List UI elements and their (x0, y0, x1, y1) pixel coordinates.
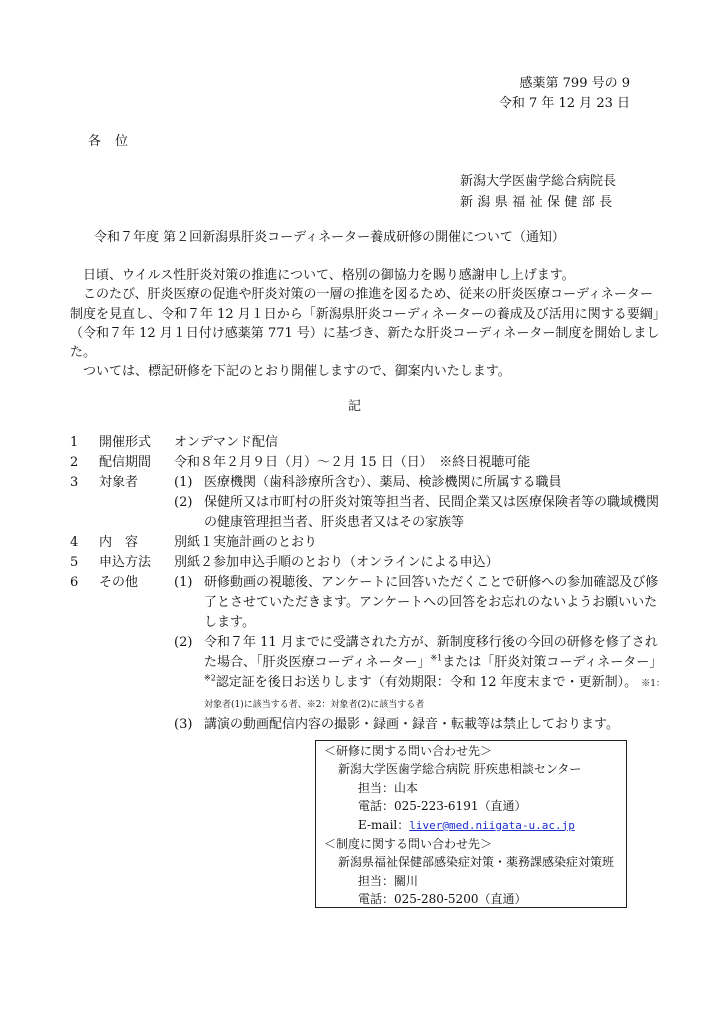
sub-item-text: 講演の動画配信内容の撮影・録画・録音・転載等は禁止しております。 (204, 717, 619, 732)
sub-item (174, 573, 670, 633)
email-link[interactable]: liver@med.niigata-u.ac.jp (409, 818, 575, 832)
item-content: 別紙２参加申込手順のとおり（オンラインによる申込） (174, 555, 499, 570)
item-number: 2 (70, 455, 79, 470)
item-list (70, 433, 670, 735)
item-content (174, 573, 670, 735)
item-period (70, 453, 670, 473)
sender-prefecture: 新潟県福祉保健部長 (460, 195, 617, 210)
training-contact-org: 新潟大学医歯学総合病院 肝疾患相談センター (338, 762, 582, 777)
sub-item (174, 633, 670, 715)
item-content: 別紙１実施計画のとおり (174, 535, 318, 550)
footnote-text: ※1：対象者(1)に該当する者、※2：対象者(2)に該当する者 (204, 679, 665, 710)
item-label: 内容 (99, 535, 152, 550)
item-content: オンデマンド配信 (174, 435, 279, 450)
ki-heading: 記 (348, 399, 362, 414)
training-contact-phone: 電話：025-223-6191（直通） (358, 799, 527, 814)
sub-item-text: 保健所又は市町村の肝炎対策等担当者、民間企業又は医療保険者等の職域機関の健康管理担当者、肝炎患者又はその家族等 (204, 495, 660, 530)
sub-item-number: (1) (174, 475, 193, 490)
item-number: 5 (70, 555, 79, 570)
sub-item-number: (1) (174, 575, 193, 590)
sub-item (174, 473, 670, 493)
item-format (70, 433, 670, 453)
item-content: 令和８年２月９日（月）～２月 15 日（日） ※終日視聴可能 (174, 455, 531, 470)
system-contact-person: 担当：關川 (358, 873, 419, 888)
sub-item-text: 令和７年 11 月までに受講された方が、新制度移行後の今回の研修を修了された場合、「肝炎医療コーディネーター」 (204, 635, 658, 670)
body-paragraph-1: 日頃、ウイルス性肝炎対策の推進について、格別の御協力を賜り感謝申し上げます。 (83, 268, 575, 283)
item-contents (70, 533, 670, 553)
item-label: 配信期間 (99, 455, 152, 470)
training-contact-person: 担当：山本 (358, 780, 419, 795)
sub-item-text: または「肝炎対策コーディネーター」 (442, 655, 663, 670)
email-label: E-mail： (358, 817, 410, 832)
body-paragraph-2: このたび、肝炎医療の促進や肝炎対策の一層の推進を図るため、従来の肝炎医療コーディネーター制度を見直し、令和７年 12 月１日から「新潟県肝炎コーディネーターの養成及び活用に関する要綱」（令和７年 12 月１日付け感薬第 771 号）に基づき、新たな肝炎コーディネーター制度を開始しました。 (70, 287, 660, 361)
sub-item-number: (3) (174, 717, 193, 732)
item-application (70, 553, 670, 573)
item-content (174, 473, 670, 533)
contact-box (315, 740, 627, 908)
footnote-mark: ※1 (430, 653, 443, 663)
system-contact-org: 新潟県福祉保健部感染症対策・薬務課感染症対策班 (338, 855, 615, 870)
addressee: 各位 (88, 134, 143, 149)
sub-item-number: (2) (174, 635, 193, 650)
item-number: 3 (70, 475, 79, 490)
sub-item (174, 493, 670, 533)
item-label: 申込方法 (99, 555, 152, 570)
item-label: 対象者 (99, 475, 139, 490)
body-text (70, 266, 660, 382)
sub-item-text: 医療機関（歯科診療所含む）、薬局、検診機関に所属する職員 (204, 475, 562, 490)
item-number: 6 (70, 575, 79, 590)
item-label: 開催形式 (99, 435, 152, 450)
document-number: 感薬第 799 号の 9 (519, 76, 630, 91)
sub-item-number: (2) (174, 495, 193, 510)
training-contact-email (324, 816, 626, 835)
item-other (70, 573, 670, 735)
sub-item (174, 715, 670, 735)
item-target (70, 473, 670, 533)
item-number: 4 (70, 535, 79, 550)
system-contact-heading: ＜制度に関する問い合わせ先＞ (324, 837, 493, 852)
sender-block (460, 172, 660, 214)
document-subject: 令和７年度 第２回新潟県肝炎コーディネーター養成研修の開催について（通知） (94, 230, 565, 245)
document-date: 令和 7 年 12 月 23 日 (498, 96, 630, 111)
sub-item-text: 研修動画の視聴後、アンケートに回答いただくことで研修への参加確認及び修了とさせていただきます。アンケートへの回答をお忘れのないようお願いいたします。 (204, 575, 659, 630)
item-number: 1 (70, 435, 79, 450)
system-contact-phone: 電話：025-280-5200（直通） (358, 892, 527, 907)
footnote-mark: ※2 (204, 673, 216, 683)
sender-hospital: 新潟大学医歯学総合病院長 (460, 174, 617, 189)
training-contact-heading: ＜研修に関する問い合わせ先＞ (324, 744, 493, 758)
sub-item-text: 認定証を後日お送りします（有効期限：令和 12 年度末まで・更新制）。 (215, 675, 638, 690)
body-paragraph-3: ついては、標記研修を下記のとおり開催しますので、御案内いたします。 (83, 364, 511, 380)
item-label: その他 (99, 575, 139, 590)
